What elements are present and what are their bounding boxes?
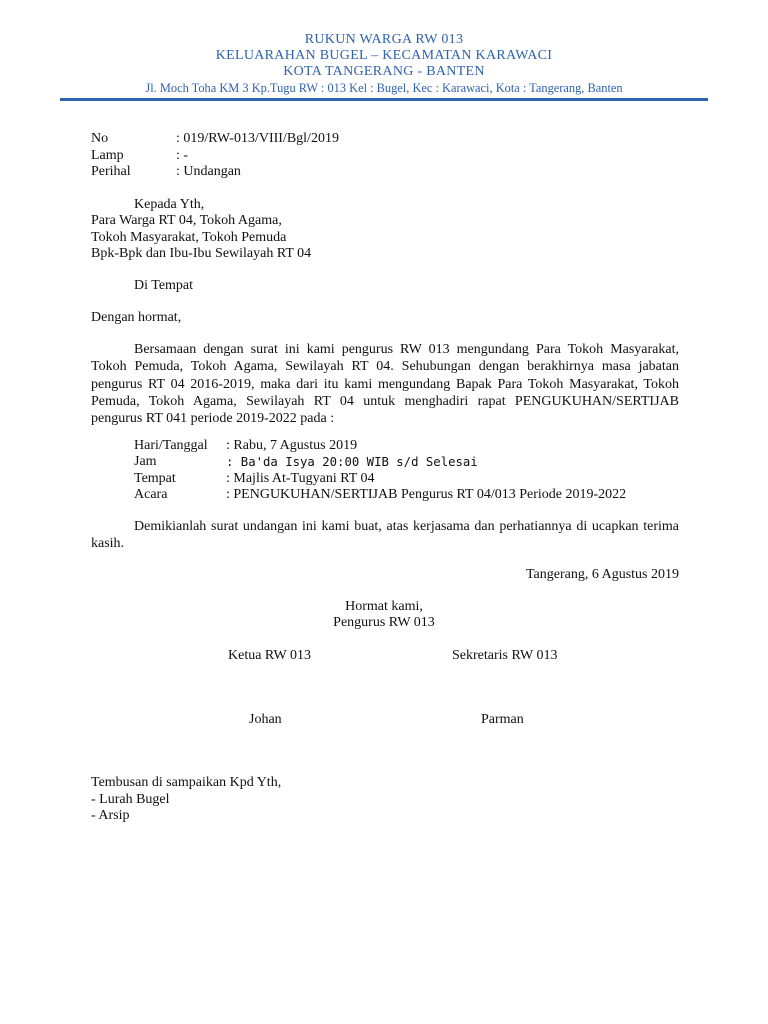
meta-label-lamp: Lamp bbox=[91, 148, 124, 163]
cc-item: - Arsip bbox=[91, 808, 130, 823]
closing-text: Demikianlah surat undangan ini kami buat, atas kerjasama dan perhatiannya di ucapkan terima kasih. bbox=[91, 519, 679, 552]
recipient-line: Tokoh Masyarakat, Tokoh Pemuda bbox=[91, 230, 287, 245]
closing-paragraph bbox=[91, 518, 679, 553]
letterhead-address: Jl. Moch Toha KM 3 Kp.Tugu RW : 013 Kel : Bugel, Kec : Karawaci, Kota : Tangerang, Banten bbox=[145, 81, 623, 95]
sign-organization: Pengurus RW 013 bbox=[333, 615, 435, 630]
sign-regards: Hormat kami, bbox=[345, 599, 423, 614]
letterhead-city: KOTA TANGERANG - BANTEN bbox=[283, 64, 485, 79]
event-value-date: : Rabu, 7 Agustus 2019 bbox=[226, 438, 358, 453]
recipient-line: Bpk-Bpk dan Ibu-Ibu Sewilayah RT 04 bbox=[91, 246, 312, 261]
event-label-agenda: Acara bbox=[134, 487, 168, 502]
letterhead-district: KELUARAHAN BUGEL – KECAMATAN KARAWACI bbox=[215, 48, 553, 63]
letterhead bbox=[60, 32, 708, 96]
event-value-place: : Majlis At-Tugyani RT 04 bbox=[226, 471, 375, 486]
event-label-place: Tempat bbox=[134, 471, 176, 486]
body-paragraph bbox=[91, 341, 679, 427]
event-label-date: Hari/Tanggal bbox=[134, 438, 208, 453]
meta-value-lamp: : - bbox=[176, 148, 189, 163]
recipient-place: Di Tempat bbox=[134, 278, 194, 293]
sign-secretary-name: Parman bbox=[481, 712, 524, 727]
cc-heading: Tembusan di sampaikan Kpd Yth, bbox=[91, 775, 282, 790]
greeting: Dengan hormat, bbox=[91, 310, 182, 325]
event-value-time: : Ba'da Isya 20:00 WIB s/d Selesai bbox=[226, 455, 478, 469]
meta-label-perihal: Perihal bbox=[91, 164, 131, 179]
event-value-agenda: : PENGUKUHAN/SERTIJAB Pengurus RT 04/013 Periode 2019-2022 bbox=[226, 487, 627, 502]
sign-chair-name: Johan bbox=[249, 712, 282, 727]
body-text: Bersamaan dengan surat ini kami pengurus RW 013 mengundang Para Tokoh Masyarakat, Tokoh Pemuda, Tokoh Agama, Sewilayah RT 04. Sehubungan dengan berakhirnya masa jabatan pengurus RT 04 2016-2019, maka dari itu kami mengundang Bapak Para Tokoh Masyarakat, Tokoh Pemuda, Tokoh Agama, Sewilayah RT 04 untuk menghadiri rapat PENGUKUHAN/SERTIJAB pengurus RT 041 periode 2019-2022 pada : bbox=[91, 342, 679, 427]
event-label-time: Jam bbox=[134, 454, 157, 469]
letterhead-org: RUKUN WARGA RW 013 bbox=[304, 32, 464, 47]
meta-value-perihal: : Undangan bbox=[176, 164, 241, 179]
letterhead-divider bbox=[60, 98, 708, 101]
letter-date: Tangerang, 6 Agustus 2019 bbox=[525, 567, 679, 582]
meta-value-no: : 019/RW-013/VIII/Bgl/2019 bbox=[176, 131, 339, 146]
recipient-salutation: Kepada Yth, bbox=[134, 197, 205, 212]
sign-chair-title: Ketua RW 013 bbox=[228, 648, 311, 663]
sign-secretary-title: Sekretaris RW 013 bbox=[452, 648, 558, 663]
cc-item: - Lurah Bugel bbox=[91, 792, 170, 807]
meta-label-no: No bbox=[91, 131, 109, 146]
recipient-line: Para Warga RT 04, Tokoh Agama, bbox=[91, 213, 282, 228]
